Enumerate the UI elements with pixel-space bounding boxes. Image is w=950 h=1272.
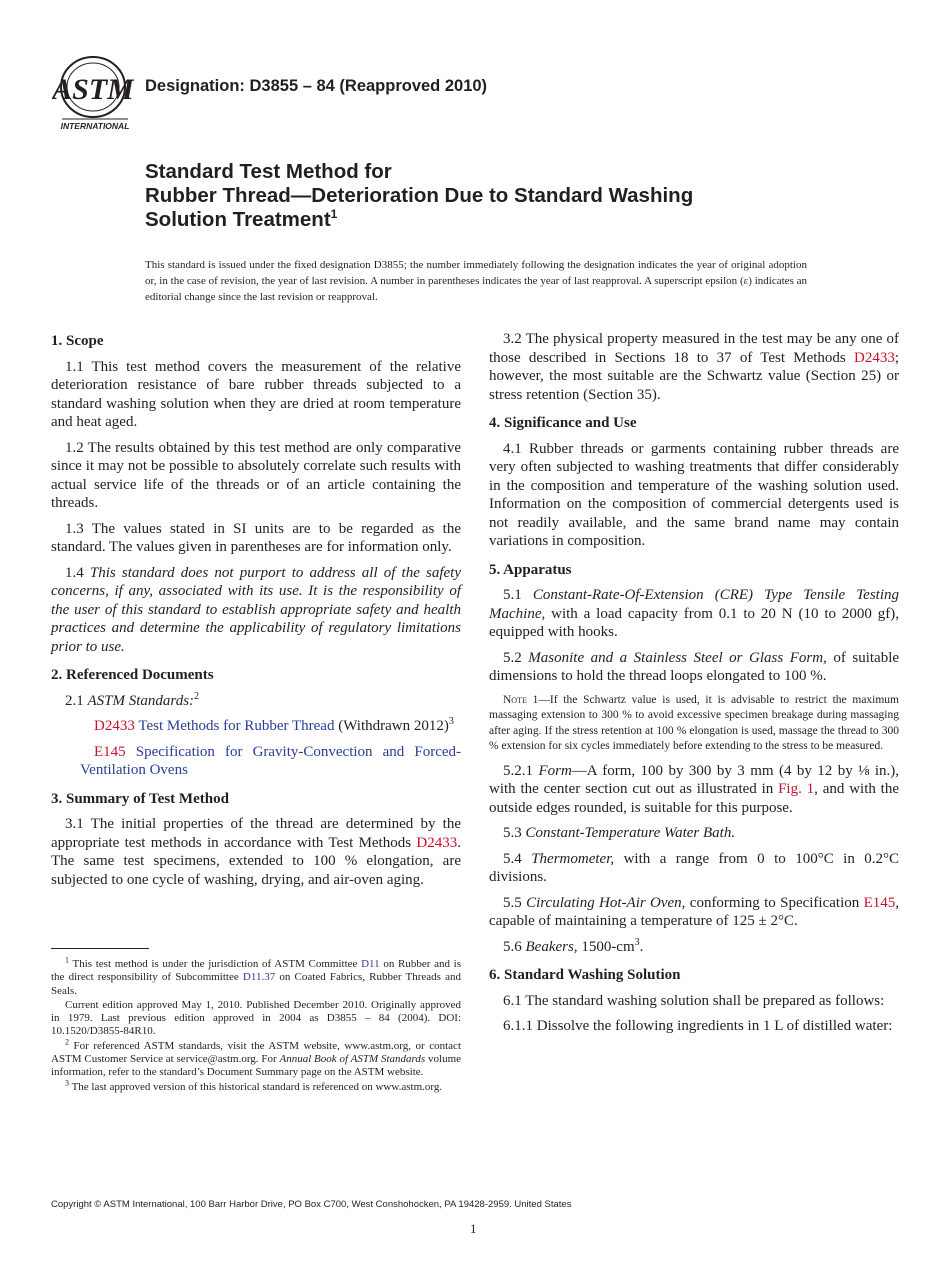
paragraph-1-4: 1.4 This standard does not purport to address all of the safety concerns, if any, associated with its use. It is the responsibility of the user of this standard to establish appropriate safety and health practices and determine the applicability of regulatory limitations prior to use. [51,564,462,655]
section-heading-referenced: 2. Referenced Documents [51,667,214,683]
footnote-3: $^3$ The last approved version of this historical standard is referenced on www.astm.org. [65,1078,443,1093]
link-d11[interactable]: D11 [361,958,380,970]
reference-list [51,717,461,780]
paragraph-5-2: 5.2 Masonite and a Stainless Steel or Glass Form, of suitable dimensions to hold the thread loops elongated to 100 %. [489,649,900,684]
paragraph-6-1-1: 6.1.1 Dissolve the following ingredients in 1 L of distilled water: [503,1018,893,1034]
paragraph-5-2-1: 5.2.1 Form—A form, 100 by 300 by 3 mm (4 by 12 by ⅛ in.), with the center section cut out as illustrated in Fig. 1, and with the outside edges rounded, is suitable for this purpose. [489,762,900,816]
right-column [489,330,899,1043]
reference-d2433: D2433 Test Methods for Rubber Thread (Withdrawn 2012)$^3$ [94,716,454,734]
paragraph-6-1: 6.1 The standard washing solution shall be prepared as follows: [503,992,885,1009]
paragraph-3-1: 3.1 The initial properties of the thread are determined by the appropriate test methods in accordance with Test Methods D2433. The same test specimens, extended to 100 % elongation, are subjected to one cycle of washing, drying, and air-oven aging. [51,816,462,888]
paragraph-5-3: 5.3 Constant-Temperature Water Bath. [503,825,736,841]
title-line-3: Solution Treatment$^1$ [145,207,338,231]
footnote-1-edition: Current edition approved May 1, 2010. Published December 2010. Originally approved in 1979. Last previous edition approved in 2004 as D3855 – 84 (2004). DOI: 10.1520/D3855-84R10. [51,998,461,1038]
designation: Designation: D3855 – 84 (Reapproved 2010) [145,77,488,95]
copyright: Copyright © ASTM International, 100 Barr Harbor Drive, PO Box C700, West Conshohocken, PA 19428-2959. United States [51,1199,572,1210]
astm-logo-icon [52,55,134,135]
paragraph-5-5: 5.5 Circulating Hot-Air Oven, conforming to Specification E145, capable of maintaining a temperature of 125 ± 2°C. [489,894,900,929]
title-line-2: Rubber Thread—Deterioration Due to Standard Washing [145,184,694,207]
logo-text: INTERNATIONAL [60,121,130,131]
link-e145[interactable]: E145 [863,894,896,911]
title-line-1: Standard Test Method for [145,160,392,183]
paragraph-1-2: 1.2 The results obtained by this test method are only comparative since it may not be possible to absolutely correlate such results with actual service life of the threads or of an article containing the threads. [51,439,461,511]
link-d2433[interactable]: D2433 [416,834,458,851]
reference-e145 [65,743,461,780]
paragraph-5-6: 5.6 Beakers, $1500-cm^3$. [503,936,644,955]
section-heading-summary: 3. Summary of Test Method [51,790,229,807]
preamble: This standard is issued under the fixed designation D3855; the number immediately following the designation indicates the year of original adoption or, in the case of revision, the year of last revision. A number in parentheses indicates the year of last reapproval. A superscript epsilon (ε) indicates an editorial change since the last revision or reapproval. [145,259,807,303]
link-d11-37[interactable]: D11.37 [242,971,276,984]
paragraph-2-1: 2.1 ASTM Standards:$^2$ [65,690,200,709]
footnotes [51,955,462,1095]
svg-text:ASTM: ASTM [52,73,134,106]
paragraph-1-3: 1.3 The values stated in SI units are to be regarded as the standard. The values given in parentheses are for information only. [51,520,461,555]
ref-link-e145-title[interactable]: Specification for Gravity-Convection and Forced-Ventilation Ovens [80,743,462,778]
paragraph-1-1: 1.1 This test method covers the measurement of the relative deterioration resistance of bare rubber threads subjected to a standard washing solution when they are dried at room temperature and heat aged. [51,358,461,430]
ref-link-d2433-code[interactable]: D2433 [94,718,135,734]
paragraph-4-1: 4.1 Rubber threads or garments containing rubber threads are very often subjected to washing treatments that differ considerably in the composition and temperature of the washing solution used. Information on the composition of commercial detergents used is not readily available, and the same brand name may contain variations in composition. [489,440,899,549]
left-column [51,330,461,896]
paragraph-5-4: 5.4 Thermometer, with a range from 0 to 100°C in 0.2°C divisions. [489,850,900,885]
footnote-2: $^2$ For referenced ASTM standards, visit the ASTM website, www.astm.org, or contact ASTM Customer Service at service@astm.org. For Annual Book of ASTM Standards volume information, refer to the standard’s Document Summary page on the ASTM website. [51,1037,462,1079]
link-fig-1[interactable]: Fig. 1 [778,781,815,797]
section-heading-apparatus: 5. Apparatus [489,561,572,578]
footnote-1: $^1$ This test method is under the jurisdiction of ASTM Committee D11 on Rubber and is the direct responsibility of Subcommittee D11.37 on Coated Fabrics, Rubber Threads and Seals. [51,955,462,997]
note-1: Note 1—If the Schwartz value is used, it is advisable to restrict the maximum massaging extension to 300 % to avoid excessive specimen breakage during massaging after aging. If the stress retention at 100 % elongation is used, massage the thread to 300 % extension for six cycles immediately before extending to the stress to be measured. [489,693,900,752]
page-number: 1 [470,1221,477,1236]
ref-link-d2433-title[interactable]: Test Methods for Rubber Thread [138,718,335,734]
section-heading-significance: 4. Significance and Use [489,415,637,431]
section-heading-washing: 6. Standard Washing Solution [489,967,681,983]
title-footnote-marker[interactable]: 1 [330,207,338,222]
footnote-divider [51,948,149,949]
section-heading-scope: 1. Scope [51,333,104,349]
paragraph-5-1: 5.1 Constant-Rate-Of-Extension (CRE) Type Tensile Testing Machine, with a load capacity from 0.1 to 20 N (10 to 2000 gf), equipped with hooks. [489,587,900,640]
document-title [145,160,693,232]
link-d2433-2[interactable]: D2433 [853,349,895,366]
paragraph-3-2: 3.2 The physical property measured in the test may be any one of those described in Sections 18 to 37 of Test Methods D2433; however, the most suitable are the Schwartz value (Section 25) or stress retention (Section 35). [489,331,899,403]
ref-link-e145-code[interactable]: E145 [94,743,126,760]
